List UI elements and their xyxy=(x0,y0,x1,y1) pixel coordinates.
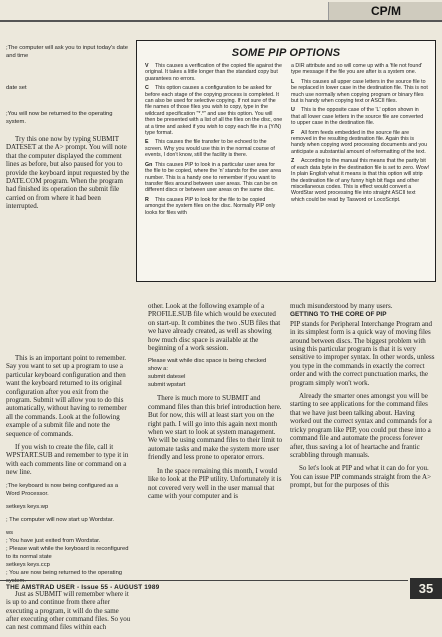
option-text: This causes all upper case letters in the source file to be replaced in lower case in the destination file. This is not much use normally when copying program or binary files but is handy when copying text or ASCII files. xyxy=(291,78,428,105)
body-paragraph: Just as SUBMIT will remember where it is up to and continue from there after executing a program, it will do the same after executing other command files. So you can nest command files within each xyxy=(6,589,131,632)
option-text: All form feeds embedded in the source file are removed in the resulting destination file. Again this is handy when copying word processing documents and you anticipate a substantial amount of reformatting of the text. xyxy=(291,129,428,155)
code-command-line: date set xyxy=(6,85,27,91)
option-key: V xyxy=(145,63,149,69)
body-paragraph: In the space remaining this month, I would like to look at the PIP utility. Unfortunately it is not covered very well in the user manual that came with your computer and is xyxy=(148,466,282,500)
pip-options-sidebar xyxy=(136,40,436,282)
option-text: This is the opposite case of the 'L' option shown in that all lower case letters in the source file are converted to upper case in the destination file. xyxy=(291,107,424,127)
option-key: Z xyxy=(291,158,295,165)
body-paragraph: This is an important point to remember. Say you want to set up a program to use a particular keyboard configuration and then want the keyboard returned to its original configuration after you exit from the program. Submit will allow you to do this automatically, without having to remember all the commands. Look at the following example of a submit file and note the sequence of commands. xyxy=(6,354,127,438)
body-paragraph: If you wish to create the file, call it WPSTART.SUB and remember to type it in with each comments line or command on a new line. xyxy=(6,443,129,477)
footer-rule xyxy=(0,580,408,581)
option-text: This causes a verification of the copied file against the original. It takes a little longer than the standard copy but guarantees no errors. xyxy=(145,63,282,82)
code-comment-line: ;The computer will ask you to input today's date and time xyxy=(6,45,130,59)
option-item xyxy=(291,158,429,203)
code-block: ws ; You have just exited from Wordstar. ; Please wait while the keyboard is reconfigured to its normal state setkeys keys.ccp ; You are now being returned to the operating xyxy=(6,529,129,576)
body-paragraph: So let's look at PIP and what it can do for you. You can issue PIP commands straight from the A> prompt, but for the purposes of this xyxy=(290,464,432,490)
option-text: This option causes a configuration to be asked for before each stage of the copying process is completed. It can also be used for selective copying. If not sure of the file names of those files you wish to copy, type in the wildcard specification "*.*" and use this option. You will then be presented with a list of all the files on the disc, one at a time and asked if you wish to copy each file in a (Y/N) type format. xyxy=(145,85,283,137)
option-item xyxy=(145,63,283,82)
option-text: a DIR attribute and so will come up with a 'file not found' type message if the file you are after is a system one. xyxy=(291,63,423,76)
option-key: Gn xyxy=(145,161,153,168)
option-text: This causes the file transfer to be echoed to the screen. Why you would use this in the normal course of events, I don't know, still the facility is there. xyxy=(145,139,275,159)
body-paragraph: other. Look at the following example of a PROFILE.SUB file which would be executed on start-up. It combines the two .SUB files that we have already created, as well as showing how much disc space is available at the beginning of a work session. xyxy=(148,302,281,353)
code-block: Please wait while disc space is being checked show a: submit datesel submit wpstart xyxy=(148,358,267,389)
section-tag: CP/M xyxy=(328,2,442,20)
body-paragraph: Try this one now by typing SUBMIT DATESET at the A> prompt. You will note that the computer displayed the comment lines as before, but also paused for you to provide the keyboard input requested by the DATE.COM program. When the program had finished its operation the submit file carried on from where it had been interrupted. xyxy=(6,135,130,211)
option-item xyxy=(145,197,283,216)
option-key: R xyxy=(145,196,149,203)
sidebar-left-column xyxy=(145,63,283,219)
body-paragraph: PIP stands for Peripheral Interchange Program and in its simplest form is a quick way of moving files around between discs. The biggest problem with using this particular program is that it is very sensitive to improper syntax. In other words, unless you type in the commands in exactly the correct order and with the correct punctuation marks, the program simply won't work. xyxy=(290,319,435,387)
right-column xyxy=(290,302,436,495)
body-paragraph: much misunderstood by many users. xyxy=(290,302,393,310)
option-key: C xyxy=(145,85,149,92)
issue-line: THE AMSTRAD USER - Issue 55 - AUGUST 1989 xyxy=(6,584,160,591)
option-item xyxy=(145,162,283,194)
left-column-top xyxy=(6,42,131,216)
option-key: L xyxy=(291,78,295,85)
option-item xyxy=(291,79,429,105)
option-key: E xyxy=(145,139,149,146)
code-comment-line: ;The keyboard is now being configured as a Word Processor. xyxy=(6,482,120,497)
body-paragraph: There is much more to SUBMIT and command files than this brief introduction here. But for now, this will at least start you on the right path. I will go into this again next month when we start to look at system management. We will be using command files to their limit to automate tasks and make the system more user friendly and less prone to operator errors. xyxy=(148,394,283,462)
section-heading: GETTING TO THE CORE OF PIP xyxy=(290,311,387,319)
body-paragraph: Already the smarter ones amongst you will be starting to see applications for the command files that we have just been talking about. Having worked out the correct syntax and commands for a tricky program like PIP, you could put these into a command file and automate the process forever after, thus saving a lot of heartache and frantic scrabbling through manuals. xyxy=(290,392,432,459)
option-item xyxy=(145,85,283,136)
option-text: According to the manual this means that the parity bit of each data byte in the destination file is set to zero. Wow! In plain English what it means is that this option will strip the destination file of any funny high bit flags and other miscellaneous codes. This is effect would convert a WordStar word processing file into straight ASCII text which could be read by Tasword or LocoScript. xyxy=(291,158,429,203)
code-comment-line: ;You will now be returned to the operating system. xyxy=(6,111,115,125)
option-text: This causes PIP to look in a particular user area for the file to be copied, where the 'n' stands for the user area number. This is a handy one to remember if you want to transfer files around between user areas. This can be on different discs or between user areas on the same disc. xyxy=(145,161,281,194)
option-item xyxy=(291,130,429,156)
page-footer xyxy=(0,578,442,599)
option-key: F xyxy=(291,129,295,136)
option-item xyxy=(291,63,429,76)
option-item xyxy=(291,107,429,126)
option-text: This causes PIP to look for the file to be copied amongst the system files on the disc. Normally PIP only looks for files with xyxy=(145,196,276,216)
header-rule xyxy=(0,20,442,22)
sidebar-right-column xyxy=(291,63,429,206)
middle-column xyxy=(148,302,283,505)
page-number: 35 xyxy=(410,578,442,599)
code-command-line: setkeys keys.wp xyxy=(6,503,49,510)
option-key: U xyxy=(291,107,295,114)
code-comment-line: ; The computer will now start up Wordstar. xyxy=(6,516,115,523)
sidebar-title: SOME PIP OPTIONS xyxy=(231,47,341,59)
option-item xyxy=(145,139,283,158)
